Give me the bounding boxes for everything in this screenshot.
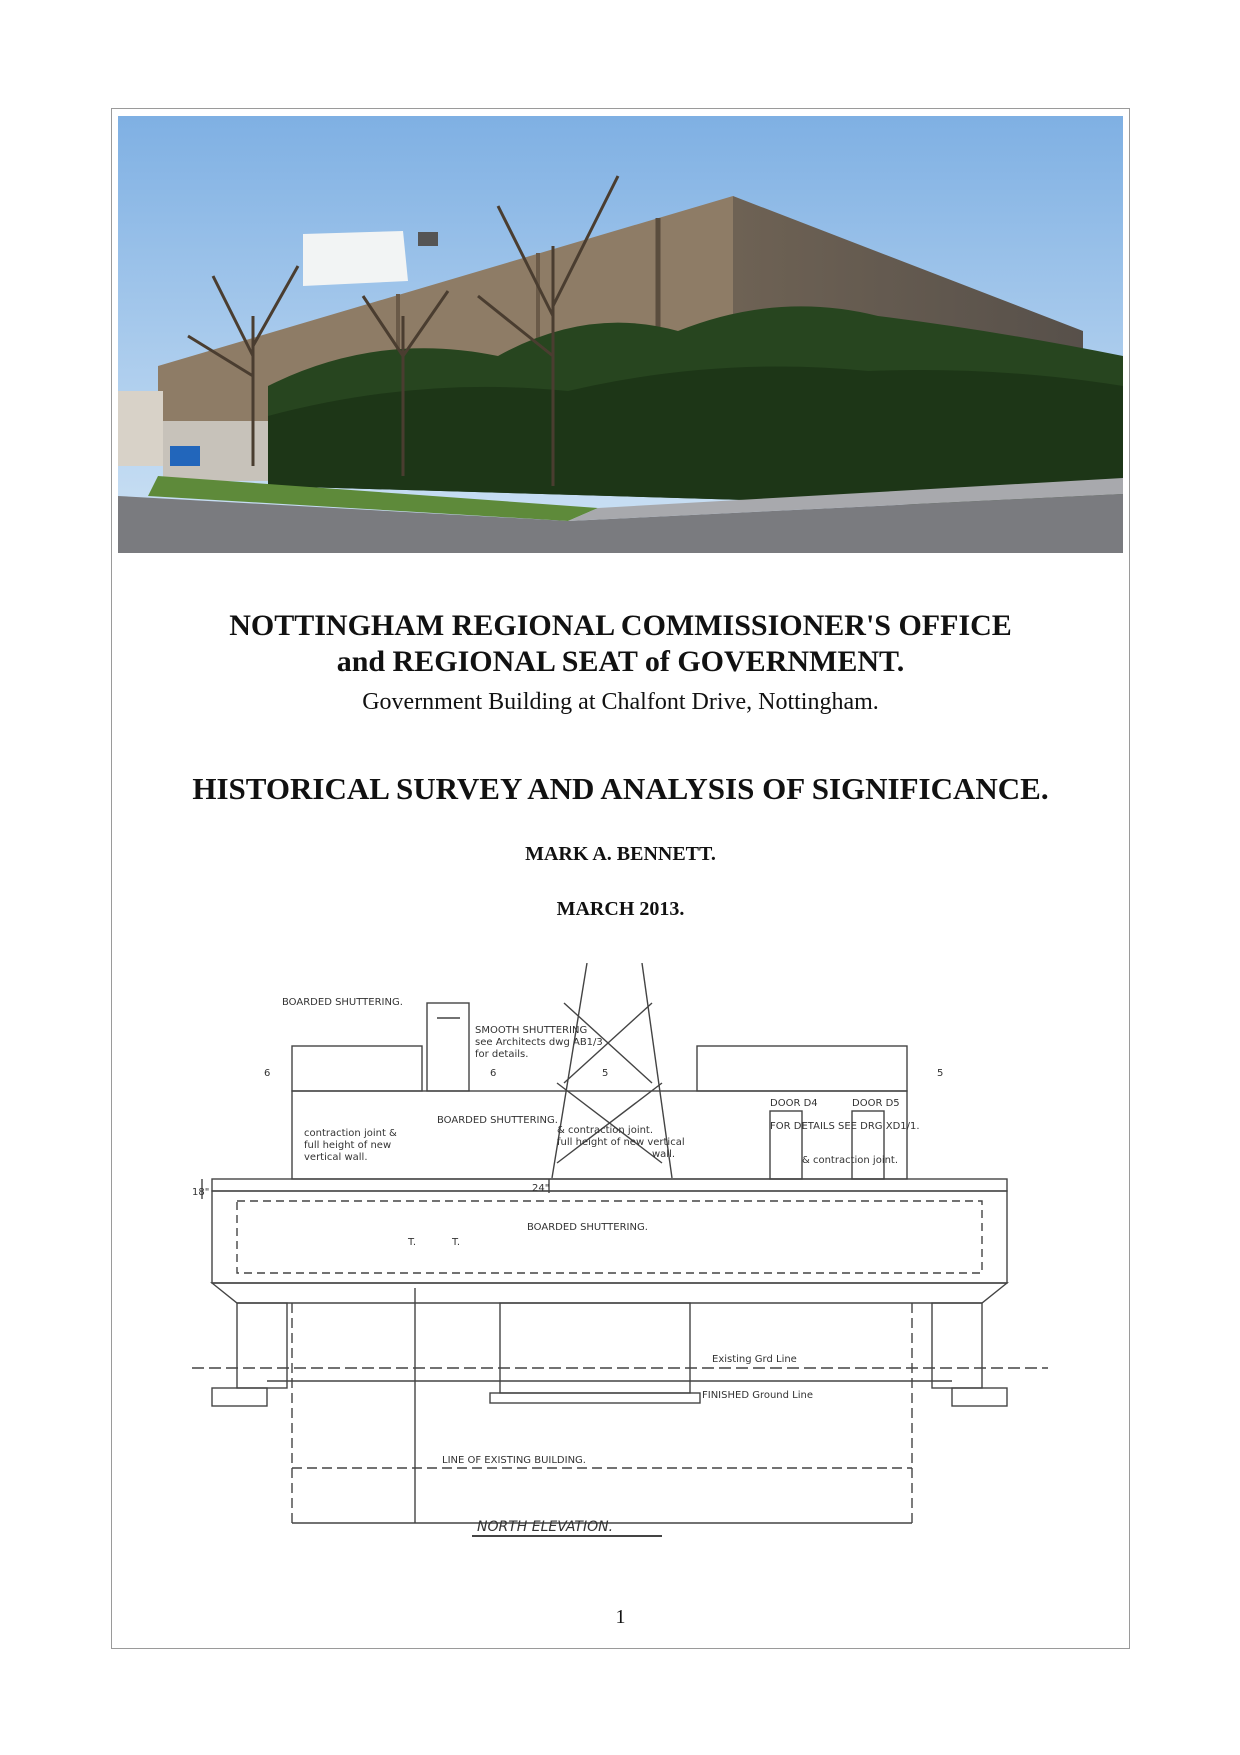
label-door-d5: DOOR D5 — [852, 1098, 900, 1109]
label-boarded-shuttering-mid: BOARDED SHUTTERING. — [437, 1115, 558, 1126]
label-dim-18: 18" — [192, 1187, 210, 1198]
label-mark-5a: 5 — [602, 1068, 609, 1079]
label-contraction-right: & contraction joint. — [802, 1155, 899, 1166]
label-door-d4: DOOR D4 — [770, 1098, 818, 1109]
label-boarded-shuttering-low: BOARDED SHUTTERING. — [527, 1222, 648, 1233]
label-smooth-shuttering-2: see Architects dwg AB1/3 — [475, 1037, 603, 1048]
north-elevation-drawing — [192, 963, 1048, 1543]
label-dim-24: 24" — [532, 1183, 550, 1194]
label-smooth-shuttering-1: SMOOTH SHUTTERING — [475, 1025, 588, 1036]
label-contraction-mid-1: & contraction joint. — [557, 1125, 654, 1136]
title-line-1: NOTTINGHAM REGIONAL COMMISSIONER'S OFFICE — [229, 609, 1012, 642]
label-mark-6b: 6 — [490, 1068, 497, 1079]
label-mark-t1: T. — [408, 1237, 417, 1248]
label-contraction-mid-3: wall. — [652, 1149, 676, 1160]
label-mark-6a: 6 — [264, 1068, 271, 1079]
label-mark-5b: 5 — [937, 1068, 944, 1079]
date: MARCH 2013. — [556, 898, 685, 920]
report-title: HISTORICAL SURVEY AND ANALYSIS OF SIGNIFICANCE. — [192, 771, 1049, 806]
label-contraction-left-2: full height of new — [304, 1140, 392, 1151]
label-finished-ground-line: FINISHED Ground Line — [702, 1390, 813, 1401]
label-contraction-left-3: vertical wall. — [304, 1152, 368, 1163]
label-north-elevation: NORTH ELEVATION. — [477, 1519, 614, 1535]
label-door-details: FOR DETAILS SEE DRG XD1/1. — [770, 1121, 920, 1132]
subtitle: Government Building at Chalfont Drive, Nottingham. — [362, 689, 879, 715]
page-number: 1 — [615, 1606, 626, 1628]
label-smooth-shuttering-3: for details. — [475, 1049, 529, 1060]
label-boarded-shuttering-top: BOARDED SHUTTERING. — [282, 997, 403, 1008]
elevation-sketch — [192, 963, 1048, 1543]
label-mark-t2: T. — [452, 1237, 461, 1248]
label-contraction-mid-2: full height of new vertical — [557, 1137, 685, 1148]
building-photo — [118, 116, 1123, 553]
author: MARK A. BENNETT. — [525, 843, 716, 865]
title-line-2: and REGIONAL SEAT of GOVERNMENT. — [336, 645, 905, 678]
label-contraction-left-1: contraction joint & — [304, 1128, 397, 1139]
label-line-existing-building: LINE OF EXISTING BUILDING. — [442, 1455, 586, 1466]
building-photo-graphic — [118, 116, 1123, 553]
label-existing-grd-line: Existing Grd Line — [712, 1354, 797, 1365]
